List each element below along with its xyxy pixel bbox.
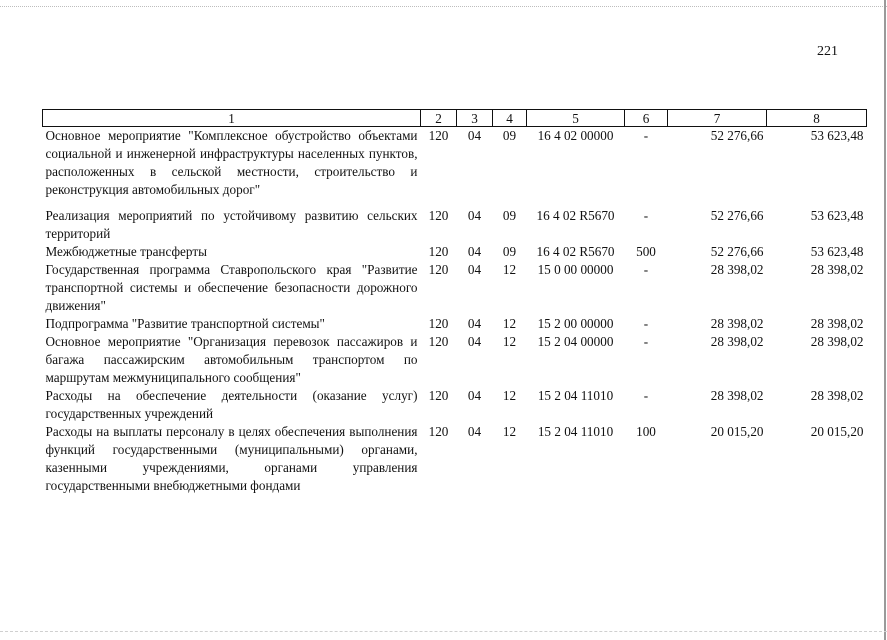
table-row xyxy=(43,333,867,387)
col-header-8: 8 xyxy=(767,110,867,127)
table-row xyxy=(43,387,867,423)
cell-col8: 28 398,02 xyxy=(810,334,864,349)
cell-col6: - xyxy=(643,334,649,349)
cell-col3: 04 xyxy=(467,424,482,439)
row-name: Основное мероприятие "Организация перевозок пассажиров и багажа пассажирским автомобильным транспортом по маршрутам межмуниципального сообщения" xyxy=(45,334,418,385)
cell-col5: 15 2 04 00000 xyxy=(537,334,614,349)
cell-col8: 28 398,02 xyxy=(810,388,864,403)
cell-col2: 120 xyxy=(428,262,449,277)
cell-col8: 20 015,20 xyxy=(810,424,864,439)
cell-col6: 500 xyxy=(636,244,656,259)
row-name: Подпрограмма "Развитие транспортной системы" xyxy=(45,316,325,331)
table-row xyxy=(43,315,867,333)
cell-col7: 28 398,02 xyxy=(710,262,764,277)
cell-col8: 28 398,02 xyxy=(810,262,864,277)
cell-col5: 16 4 02 R5670 xyxy=(536,244,615,259)
cell-col8: 53 623,48 xyxy=(810,244,864,259)
cell-col8: 53 623,48 xyxy=(810,128,864,143)
cell-col8: 53 623,48 xyxy=(810,208,864,223)
table-row xyxy=(43,207,867,243)
cell-col7: 52 276,66 xyxy=(710,208,764,223)
col-header-4: 4 xyxy=(493,110,527,127)
cell-col2: 120 xyxy=(428,244,449,259)
cell-col4: 12 xyxy=(502,424,517,439)
cell-col8: 28 398,02 xyxy=(810,316,864,331)
table-row xyxy=(43,243,867,261)
cell-col7: 28 398,02 xyxy=(710,316,764,331)
cell-col6: - xyxy=(643,208,649,223)
scan-top-line xyxy=(0,6,887,7)
table-row xyxy=(43,423,867,495)
scan-right-edge xyxy=(884,0,886,640)
cell-col7: 52 276,66 xyxy=(710,128,764,143)
cell-col6: - xyxy=(643,128,649,143)
cell-col3: 04 xyxy=(467,262,482,277)
row-name: Реализация мероприятий по устойчивому развитию сельских территорий xyxy=(45,208,418,241)
col-header-2: 2 xyxy=(421,110,457,127)
cell-col4: 09 xyxy=(502,128,517,143)
header-row xyxy=(43,110,867,127)
cell-col4: 09 xyxy=(502,208,517,223)
cell-col6: - xyxy=(643,316,649,331)
cell-col2: 120 xyxy=(428,388,449,403)
cell-col5: 15 2 04 11010 xyxy=(537,424,614,439)
cell-col3: 04 xyxy=(467,316,482,331)
cell-col3: 04 xyxy=(467,208,482,223)
cell-col4: 12 xyxy=(502,262,517,277)
cell-col5: 16 4 02 00000 xyxy=(537,128,614,143)
cell-col4: 12 xyxy=(502,388,517,403)
budget-table xyxy=(42,109,867,495)
col-header-1: 1 xyxy=(43,110,421,127)
row-name: Расходы на выплаты персоналу в целях обеспечения выполнения функций государственными (муниципальными) органами, казенными учреждениями, органами управления государственными внебюджетными фондами xyxy=(45,424,418,493)
cell-col4: 12 xyxy=(502,334,517,349)
scan-bottom-line xyxy=(0,631,887,632)
cell-col5: 15 0 00 00000 xyxy=(537,262,614,277)
cell-col5: 15 2 04 11010 xyxy=(537,388,614,403)
cell-col7: 28 398,02 xyxy=(710,334,764,349)
col-header-5: 5 xyxy=(527,110,625,127)
cell-col2: 120 xyxy=(428,208,449,223)
table-row xyxy=(43,261,867,315)
col-header-7: 7 xyxy=(668,110,767,127)
page-number: 221 xyxy=(817,44,838,59)
cell-col7: 20 015,20 xyxy=(710,424,764,439)
cell-col6: - xyxy=(643,388,649,403)
row-name: Межбюджетные трансферты xyxy=(45,244,207,259)
cell-col3: 04 xyxy=(467,388,482,403)
cell-col5: 15 2 00 00000 xyxy=(537,316,614,331)
cell-col5: 16 4 02 R5670 xyxy=(536,208,615,223)
col-header-3: 3 xyxy=(457,110,493,127)
row-name: Расходы на обеспечение деятельности (оказание услуг) государственных учреждений xyxy=(45,388,418,421)
cell-col4: 12 xyxy=(502,316,517,331)
cell-col4: 09 xyxy=(502,244,517,259)
cell-col2: 120 xyxy=(428,128,449,143)
cell-col2: 120 xyxy=(428,334,449,349)
cell-col7: 52 276,66 xyxy=(710,244,764,259)
cell-col2: 120 xyxy=(428,424,449,439)
row-name: Основное мероприятие "Комплексное обустройство объектами социальной и инженерной инфраструктуры населенных пунктов, расположенных в сельской местности, строительство и реконструкция автомобильных дорог" xyxy=(45,128,418,197)
cell-col2: 120 xyxy=(428,316,449,331)
cell-col3: 04 xyxy=(467,244,482,259)
cell-col6: 100 xyxy=(636,424,656,439)
cell-col6: - xyxy=(643,262,649,277)
col-header-6: 6 xyxy=(625,110,668,127)
cell-col3: 04 xyxy=(467,334,482,349)
cell-col7: 28 398,02 xyxy=(710,388,764,403)
row-name: Государственная программа Ставропольского края "Развитие транспортной системы и обеспечение безопасности дорожного движения" xyxy=(45,262,418,313)
table-row xyxy=(43,127,867,208)
cell-col3: 04 xyxy=(467,128,482,143)
